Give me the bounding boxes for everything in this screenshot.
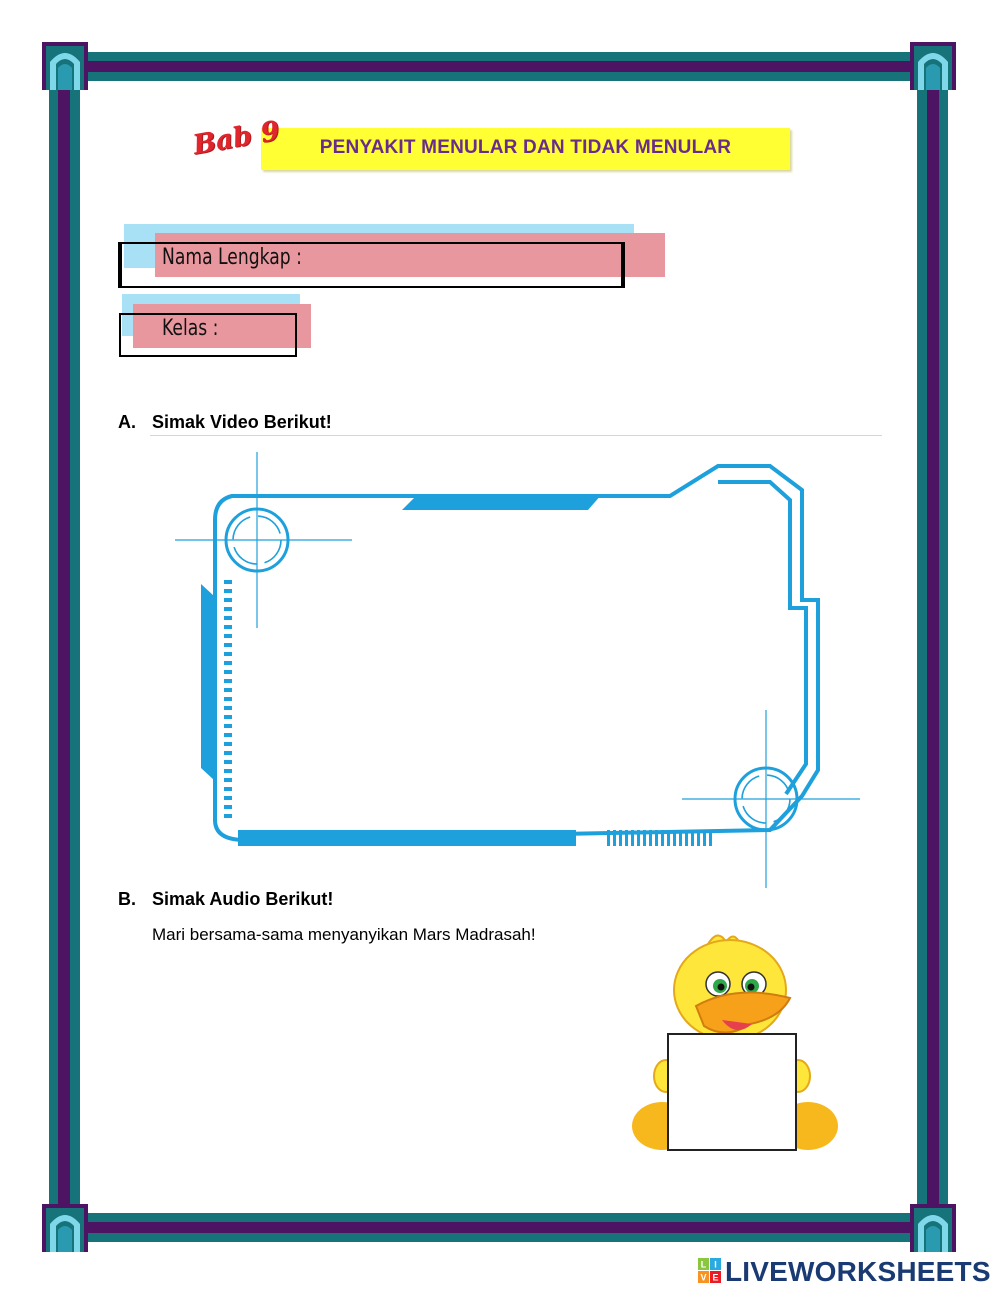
section-b-title: Simak Audio Berikut! xyxy=(152,889,334,909)
logo-badge-letter: V xyxy=(700,1272,707,1283)
border-left xyxy=(49,70,81,1230)
name-field-label: Nama Lengkap : xyxy=(162,245,302,270)
corner-ornament-top-left xyxy=(40,40,90,92)
logo-badge-letter: L xyxy=(700,1259,707,1270)
section-b-instruction: Mari bersama-sama menyanyikan Mars Madrasah! xyxy=(152,925,536,944)
chapter-label: Bab 9 xyxy=(190,115,283,161)
corner-ornament-top-right xyxy=(908,40,958,92)
section-a-divider xyxy=(150,435,882,436)
section-a-title: Simak Video Berikut! xyxy=(152,412,332,432)
page-title: PENYAKIT MENULAR DAN TIDAK MENULAR xyxy=(319,137,732,158)
border-bottom xyxy=(62,1213,938,1245)
logo-badge-letter: E xyxy=(712,1272,719,1283)
border-top xyxy=(62,52,938,84)
logo-text: LIVEWORKSHEETS xyxy=(725,1256,991,1287)
corner-ornament-bottom-left xyxy=(40,1202,90,1254)
border-right xyxy=(917,70,949,1230)
duck-sign-illustration xyxy=(630,928,840,1156)
class-field-label: Kelas : xyxy=(162,316,219,341)
section-a-letter: A. xyxy=(118,412,136,432)
liveworksheets-logo[interactable] xyxy=(698,1256,998,1288)
corner-ornament-bottom-right xyxy=(908,1202,958,1254)
logo-badge-icon xyxy=(698,1258,722,1284)
logo-badge-letter: I xyxy=(714,1259,717,1270)
video-frame[interactable] xyxy=(170,450,870,890)
section-b-letter: B. xyxy=(118,889,136,909)
